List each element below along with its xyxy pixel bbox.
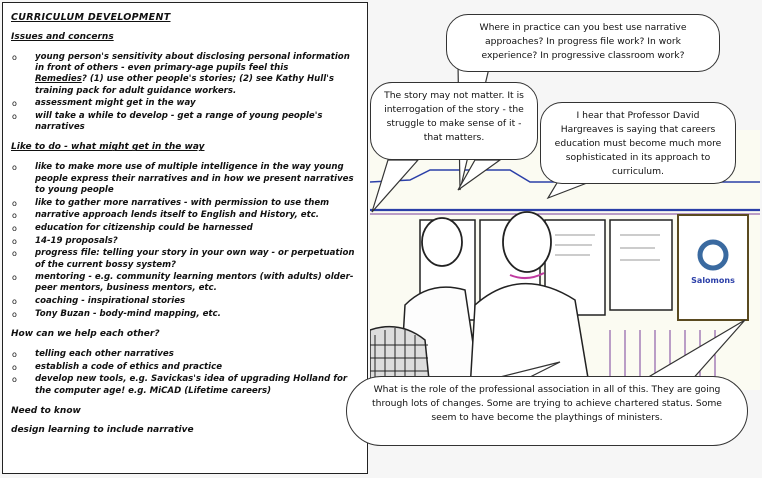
- section-heading-issues: Issues and concerns: [11, 32, 114, 42]
- bullet-icon: o: [12, 249, 17, 259]
- list-item: o Tony Buzan - body-mind mapping, etc.: [12, 308, 221, 319]
- page-title: CURRICULUM DEVELOPMENT: [11, 12, 171, 23]
- list-item: o progress file: telling your story in your own way - or perpetuation of the current bossy system?: [12, 248, 355, 270]
- poster-label: Salomons: [691, 276, 735, 285]
- bubble-tail-story-left: [372, 160, 418, 212]
- bullet-icon: o: [12, 198, 17, 208]
- bullet-icon: o: [12, 163, 17, 173]
- remedies-label: Remedies: [35, 74, 82, 85]
- bullet-icon: o: [12, 211, 17, 221]
- list-item: o 14-19 proposals?: [12, 235, 118, 246]
- speech-bubble-top: Where in practice can you best use narrative approaches? In progress file work? In work experience? In progressive classroom work?: [446, 14, 720, 72]
- section-heading-like-to-do: Like to do - what might get in the way: [11, 142, 205, 153]
- list-item: o establish a code of ethics and practice: [12, 361, 223, 372]
- bullet-icon: o: [12, 375, 17, 385]
- list-item: o young person's sensitivity about disclosing personal information in front of others - even primary-age pupils feel this Remedies? (1) use other people's stories; (2) see Kathy Hull's training pack for adult guidance workers.: [12, 52, 350, 96]
- bullet-icon: o: [12, 236, 17, 246]
- speech-bubble-association: What is the role of the professional association in all of this. They are going through lots of changes. Some are trying to achieve chartered status. Some seem to have become the playthings of ministers.: [346, 376, 748, 446]
- need-to-know-heading: Need to know: [11, 405, 81, 416]
- section-heading-help: How can we help each other?: [11, 329, 160, 340]
- list-item: o mentoring - e.g. community learning mentors (with adults) older-peer mentors, business mentors, etc.: [12, 272, 354, 294]
- list-item: o assessment might get in the way: [12, 98, 196, 109]
- list-item: o education for citizenship could be harnessed: [12, 222, 253, 233]
- bullet-icon: o: [12, 297, 17, 307]
- bullet-icon: o: [12, 99, 17, 109]
- list-item: o like to make more use of multiple intelligence in the way young people express their narratives and in how we present narratives to young people: [12, 162, 354, 195]
- design-learning-text: design learning to include narrative: [11, 424, 194, 435]
- bullet-icon: o: [12, 273, 17, 283]
- list-item: o develop new tools, e.g. Savickas's idea of upgrading Holland for the computer age! e.g. MiCAD (Lifetime careers): [12, 374, 348, 396]
- bullet-icon: o: [12, 362, 17, 372]
- list-item: o like to gather more narratives - with permission to use them: [12, 197, 330, 208]
- bubble-tail-association-right: [640, 320, 745, 382]
- speech-bubble-hargreaves: I hear that Professor David Hargreaves is saying that careers education must become much more sophisticated in its approach to curriculum.: [540, 102, 736, 184]
- bullet-icon: o: [12, 223, 17, 233]
- list-item: o coaching - inspirational stories: [12, 296, 186, 307]
- bullet-icon: o: [12, 309, 17, 319]
- list-item: o will take a while to develop - get a range of young people's narratives: [12, 111, 323, 133]
- bullet-icon: o: [12, 112, 17, 122]
- bullet-icon: o: [12, 350, 17, 360]
- list-item: o narrative approach lends itself to English and History, etc.: [12, 210, 320, 221]
- speech-bubble-story: The story may not matter. It is interrogation of the story - the struggle to make sense of it - that matters.: [370, 82, 538, 160]
- list-item: o telling each other narratives: [12, 349, 174, 360]
- bullet-icon: o: [12, 53, 17, 62]
